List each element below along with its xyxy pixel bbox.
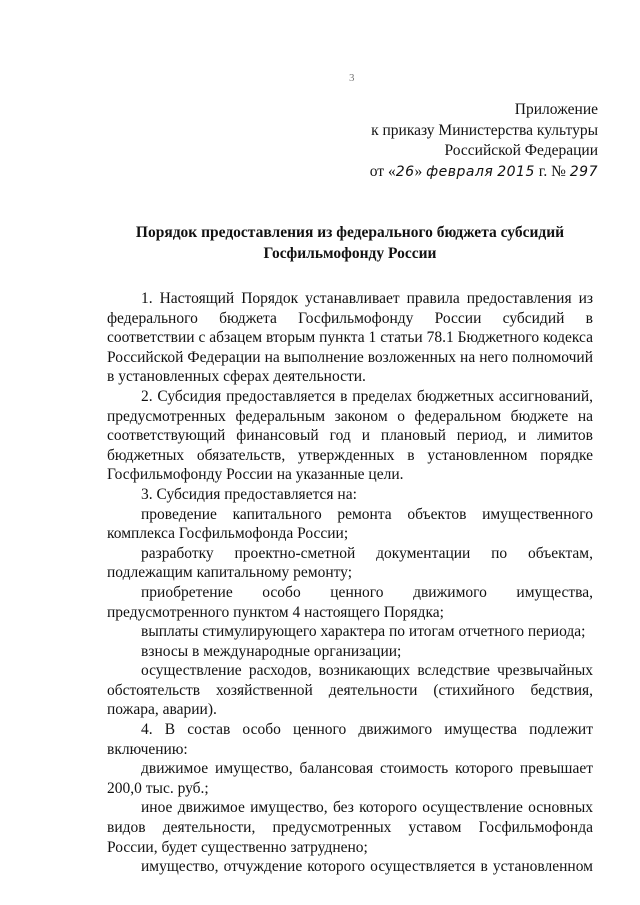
list-item-alienation: имущество, отчуждение которого осуществляется в установленном [141,858,593,876]
title-line-1: Порядок предоставления из федерального бюджета субсидий [135,224,565,241]
list-item-international-fees: взносы в международные организации; [141,642,402,660]
list-item-design-docs: разработку проектно-сметной документации по объектам, подлежащим капитальному ремонту; [107,544,593,582]
appendix-title: Приложение [514,101,598,118]
appendix-block [0,100,598,182]
order-mid: » [414,162,423,180]
document-body [107,289,593,877]
paragraph-3: 3. Субсидия предоставляется на: [141,485,357,503]
paragraph-2: 2. Субсидия предоставляется в пределах бюджетных ассигнований, предусмотренных федеральным законом о федеральном бюджете на соответствующий финансовый год и плановый период, и лимитов бюджетных обязательств, утвержденных в установленном порядке Госфильмофонду России на указанные цели. [107,387,593,484]
appendix-country: Российской Федерации [444,142,598,159]
order-year: 2015 [497,163,535,180]
order-day: 26 [395,163,415,180]
page-number: 3 [349,72,355,84]
order-prefix: от « [369,162,396,180]
appendix-order-date [0,162,598,183]
list-item-balance-value: движимое имущество, балансовая стоимость которого превышает 200,0 тыс. руб.; [107,760,593,797]
list-item-incentive-payments: выплаты стимулирующего характера по итогам отчетного периода; [141,623,586,641]
list-item-emergency-expenses: осуществление расходов, возникающих вследствие чрезвычайных обстоятельств хозяйственной деятельности (стихийного бедствия, пожара, аварии). [107,662,593,719]
order-number: 297 [569,163,598,180]
order-month: февраля [426,163,494,180]
list-item-capital-repair: проведение капитального ремонта объектов имущественного комплекса Госфильмофонда России; [107,505,593,543]
list-item-other-movable: иное движимое имущество, без которого осуществление основных видов деятельности, предусмотренных уставом Госфильмофонда России, будет существенно затруднено; [107,799,593,856]
appendix-order-ref: к приказу Министерства культуры [371,121,598,139]
title-line-2: Госфильмофонду России [263,244,437,262]
document-title [100,223,600,264]
paragraph-4: 4. В состав особо ценного движимого имущества подлежит включению: [107,721,593,758]
order-year-suffix: г. № [538,162,566,180]
list-item-valuable-property: приобретение особо ценного движимого имущества, предусмотренного пунктом 4 настоящего Порядка; [107,583,593,621]
paragraph-1: 1. Настоящий Порядок устанавливает правила предоставления из федерального бюджета Госфильмофонду России субсидий в соответствии с абзацем вторым пункта 1 статьи 78.1 Бюджетного кодекса Российской Федерации на выполнение возложенных на него полномочий в установленных сферах деятельности. [107,290,593,386]
